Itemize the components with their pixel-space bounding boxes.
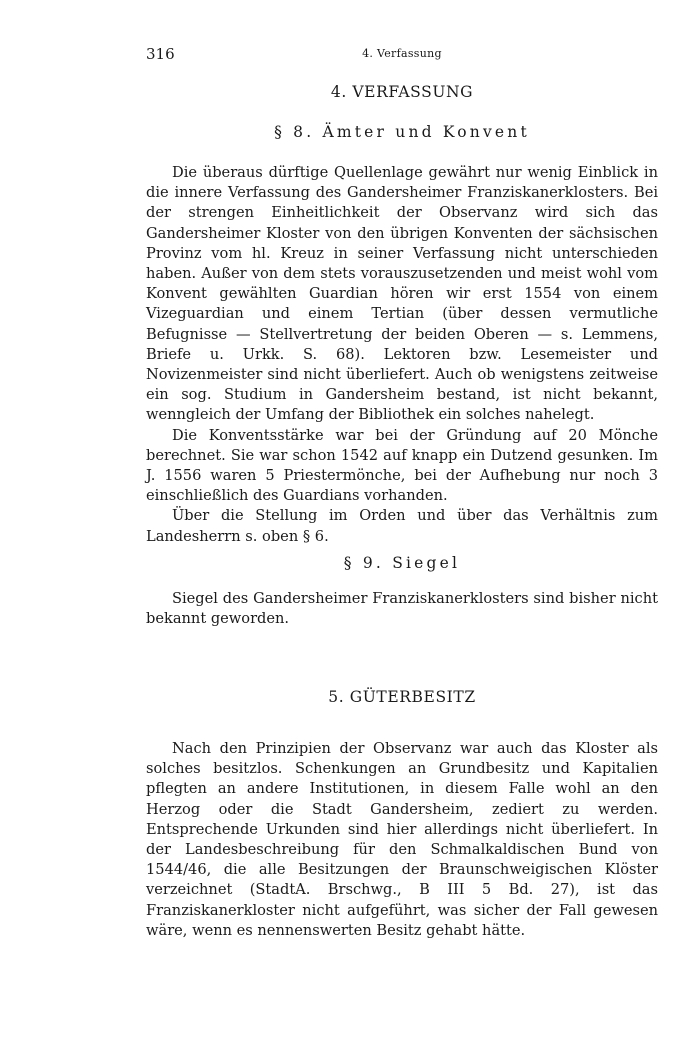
page-number: 316	[146, 45, 175, 63]
section-heading-siegel: § 9. Siegel	[343, 554, 461, 572]
paragraph: Die Konventsstärke war bei der Gründung auf 20 Mönche berechnet. Sie war schon 1542 auf knapp ein Dutzend gesunken. Im J. 1556 waren 5 Priestermönche, bei der Aufhebung nur noch 3 einschließlich des Guardians vorhanden.	[146, 426, 658, 505]
paragraph: Über die Stellung im Orden und über das Verhältnis zum Landesherrn s. oben § 6.	[146, 507, 658, 545]
section-heading-aemter-und-konvent: § 8. Ämter und Konvent	[274, 123, 530, 141]
chapter-heading-verfassung: 4. VERFASSUNG	[330, 83, 474, 101]
running-title: 4. Verfassung	[362, 47, 442, 60]
section-body-aemter-und-konvent	[146, 163, 658, 547]
paragraph: Die überaus dürftige Quellenlage gewährt nur wenig Einblick in die innere Verfassung des Gandersheimer Franziskanerklosters. Bei der strengen Einheitlichkeit der Observanz wird sich das Gandersheimer Kloster von den übrigen Konventen der sächsischen Provinz vom hl. Kreuz in seiner Verfassung nicht unterschieden haben. Außer von dem stets vorauszusetzenden und meist wohl vom Konvent gewählten Guardian hören wir erst 1554 von einem Vizeguardian und einem Tertian (über dessen vermutliche Befugnisse — Stellvertretung der beiden Oberen — s. Lemmens, Briefe u. Urkk. S. 68). Lektoren bzw. Lesemeister und Novizenmeister sind nicht überliefert. Auch ob wenigstens zeitweise ein sog. Studium in Gandersheim bestand, ist nicht bekannt, wenngleich der Umfang der Bibliothek ein solches nahelegt.	[146, 164, 658, 424]
chapter-heading-gueterbesitz: 5. GÜTERBESITZ	[328, 688, 476, 706]
paragraph: Siegel des Gandersheimer Franziskanerklosters sind bisher nicht bekannt geworden.	[146, 590, 658, 628]
section-body-gueterbesitz	[146, 739, 658, 941]
section-body-siegel	[146, 589, 658, 629]
paragraph: Nach den Prinzipien der Observanz war auch das Kloster als solches besitzlos. Schenkungen an Grundbesitz und Kapitalien pflegten an andere Institutionen, in diesem Falle wohl an den Herzog oder die Stadt Gandersheim, zediert zu werden. Entsprechende Urkunden sind hier allerdings nicht überliefert. In der Landesbeschreibung für den Schmalkaldischen Bund von 1544/46, die alle Besitzungen der Braunschweigischen Klöster verzeichnet (StadtA. Brschwg., B III 5 Bd. 27), ist das Franziskanerkloster nicht aufgeführt, was sicher der Fall gewesen wäre, wenn es nennenswerten Besitz gehabt hätte.	[146, 740, 658, 939]
running-header	[146, 44, 658, 64]
